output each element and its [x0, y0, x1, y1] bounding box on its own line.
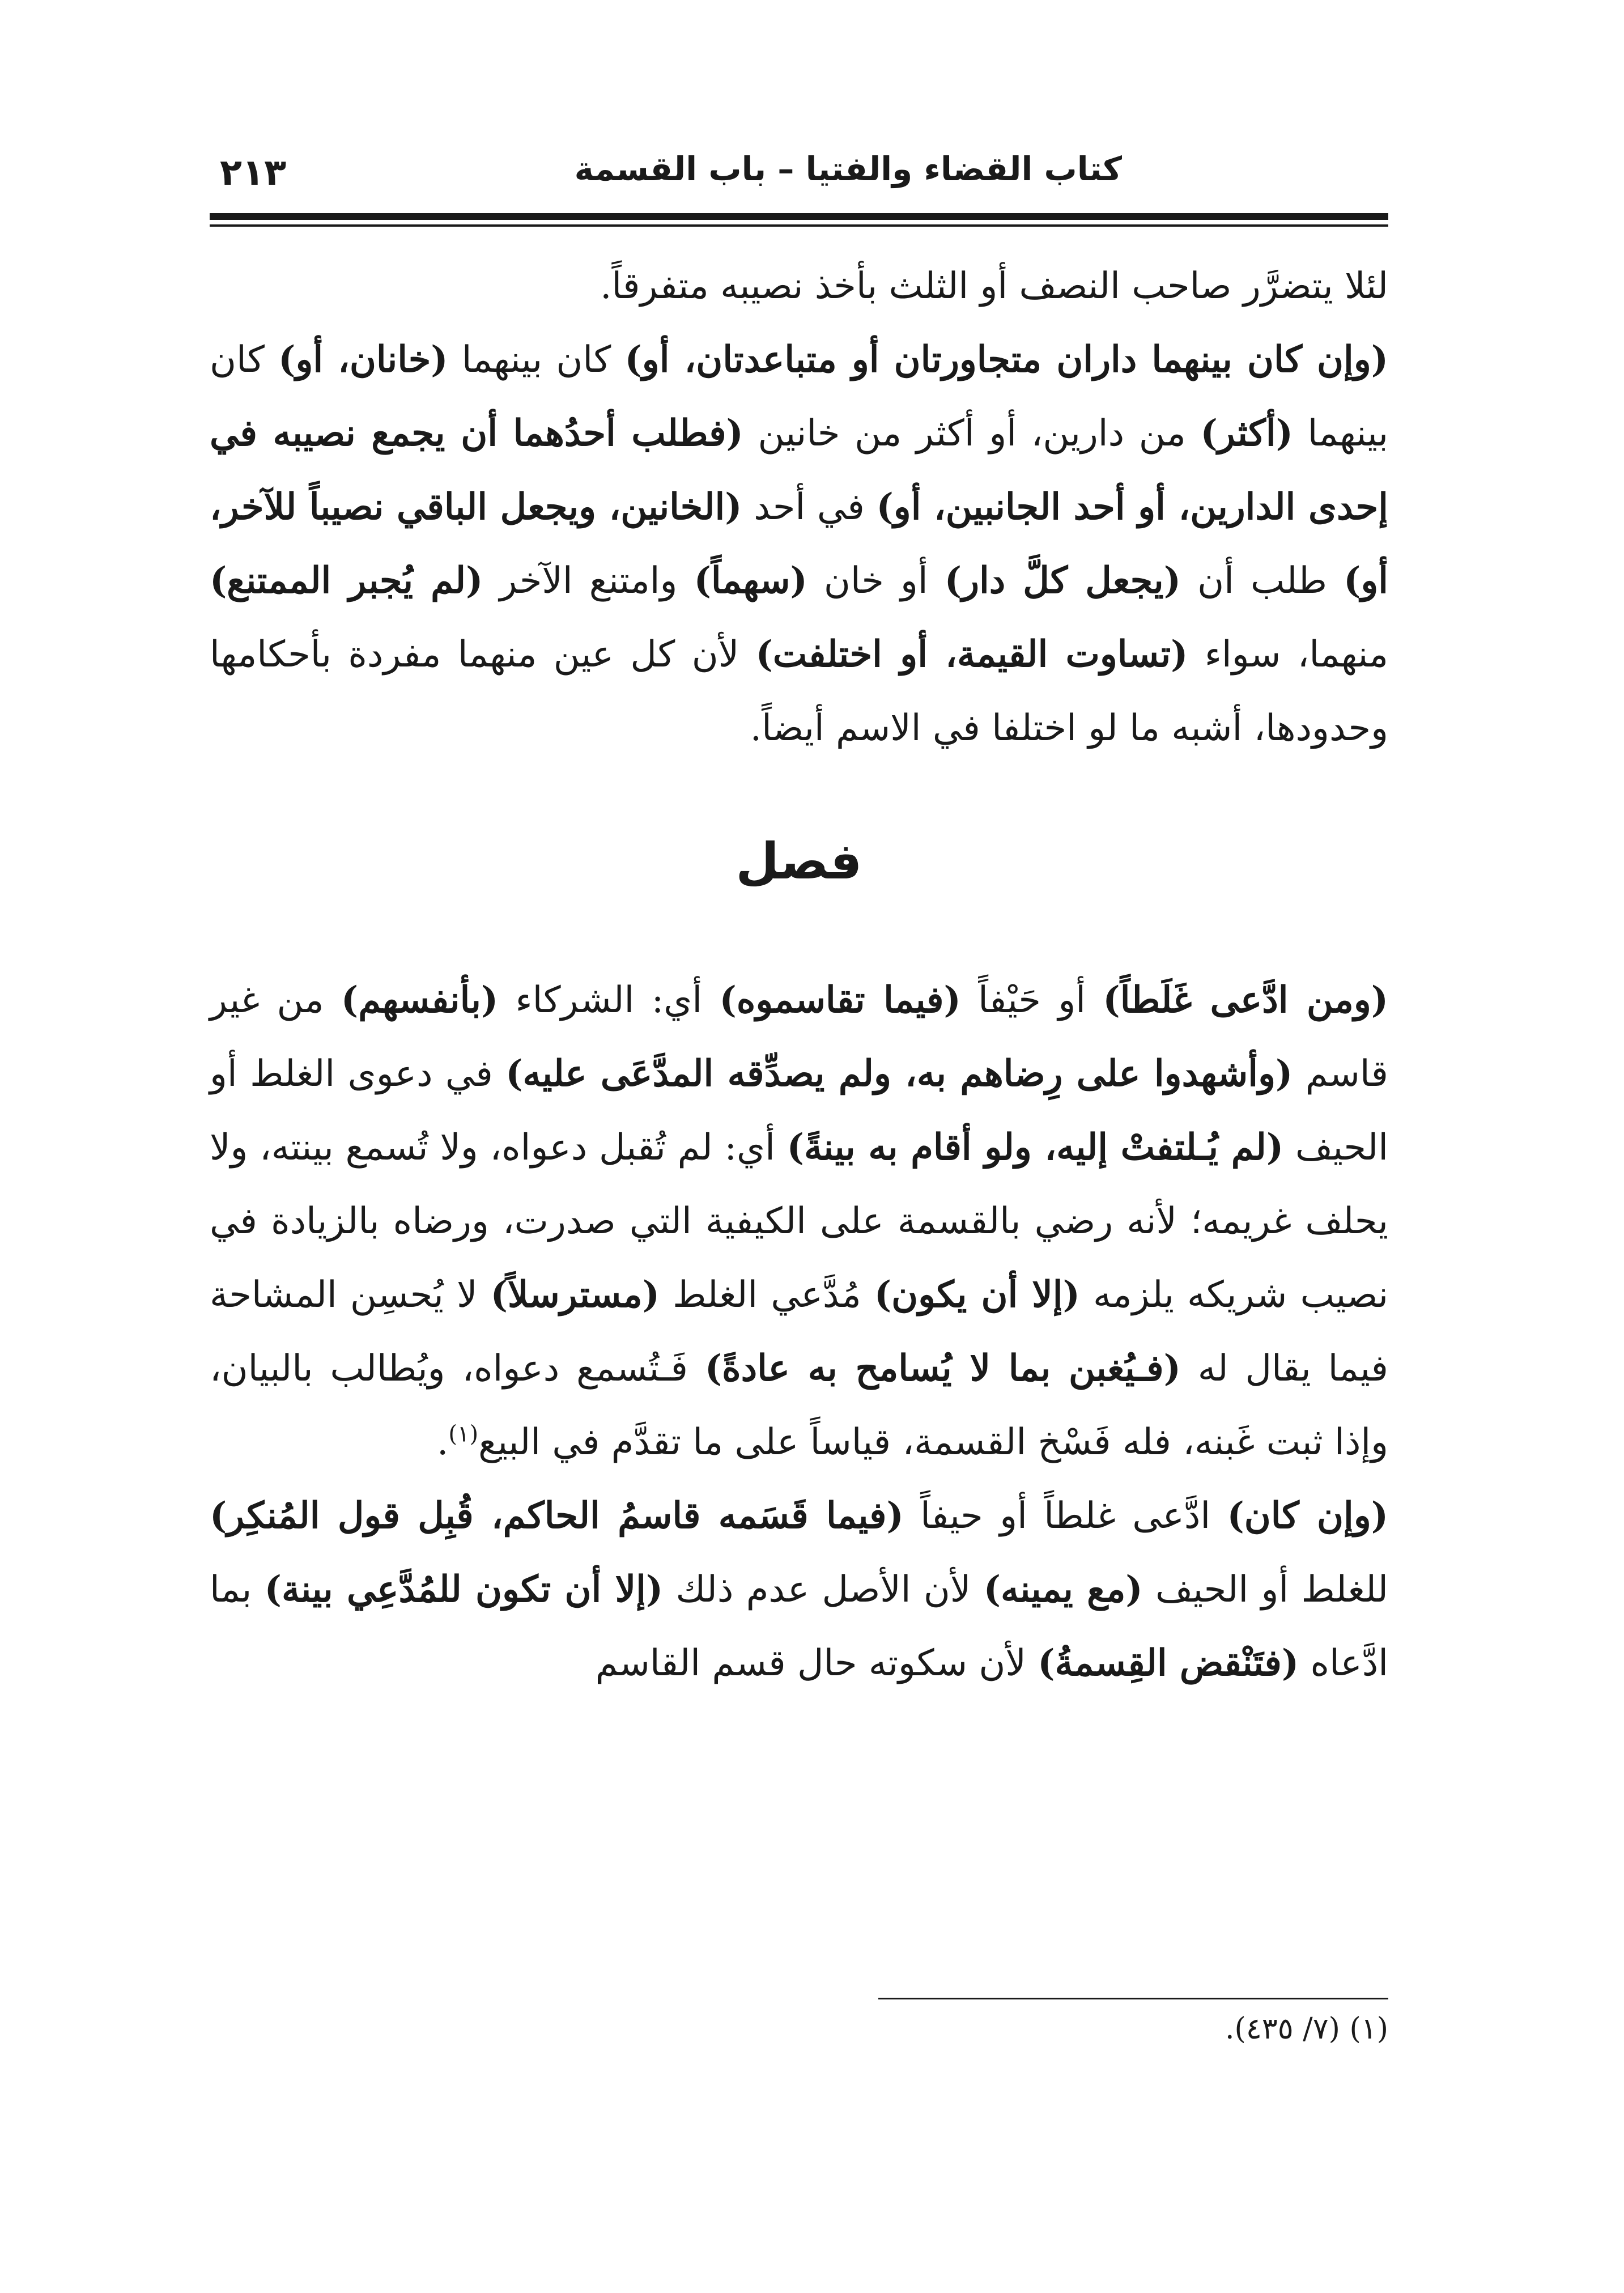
footnote: (١) (٧/ ٤٣٥).: [1225, 2012, 1388, 2046]
sharh-text: أي: لم تُقبل دعواه، ولا تُسمع بينته، ولا يحلف غريمه؛ لأنه رضي بالقسمة على الكيفية التي صدرت، ورضاه بالزيادة في نصيب شريكه يلزمه: [210, 1127, 1389, 1316]
sharh-text: أو حَيْفاً: [960, 979, 1103, 1021]
sharh-text: أي: الشركاء: [498, 979, 720, 1021]
sharh-text: كان بينهما: [210, 339, 1389, 455]
sharh-text: في دعوى الغلط أو الحيف: [210, 1053, 1389, 1169]
sharh-text: لأن سكوته حال قسم القاسم: [595, 1642, 1038, 1684]
header-title: كتاب القضاء والفتيا – باب القسمة: [574, 150, 1122, 188]
sharh-text: لأن الأصل عدم ذلك: [663, 1569, 984, 1611]
matn-text: (خانان، أو): [278, 338, 448, 381]
paragraph-2: [210, 323, 1388, 765]
paragraph-1: لئلا يتضرَّر صاحب النصف أو الثلث بأخذ نصيبه متفرقاً.: [600, 265, 1388, 307]
header-rule-thick: [210, 213, 1388, 220]
matn-text: (أكثر): [1200, 412, 1293, 455]
matn-text: (يجعل كلَّ دار): [944, 559, 1181, 602]
paragraph-4: [210, 1479, 1388, 1700]
matn-text: (وإن كان بينهما داران متجاورتان أو متباعدتان، أو): [624, 338, 1389, 381]
section-heading: فصل: [736, 832, 862, 890]
sharh-text: بما ادَّعاه: [210, 1569, 1388, 1684]
matn-text: (إلا أن يكون): [874, 1273, 1080, 1316]
sharh-text: فَـتُسمع دعواه، ويُطالب بالبيان، وإذا ثبت غَبنه، فله فَسْخ القسمة، قياساً على ما تقدَّم في البيع: [210, 1348, 1388, 1463]
sharh-text: منهما، سواء: [1188, 634, 1389, 676]
matn-text: (لم يُـلتفتْ إليه، ولو أقام به بينةً): [787, 1126, 1284, 1169]
footnote-marker: (١): [448, 1421, 479, 1447]
matn-text: (وإن كان): [1227, 1494, 1389, 1537]
matn-text: (تساوت القيمة، أو اختلفت): [755, 633, 1188, 676]
matn-text: (الخانين، ويجعل الباقي نصيباً للآخر، أو): [210, 486, 1389, 602]
matn-text: (فيما تقاسموه): [719, 979, 961, 1021]
sharh-text: من غير قاسم: [210, 979, 1389, 1095]
running-header: [210, 142, 1388, 210]
matn-text: (ومن ادَّعى غَلَطاً): [1103, 979, 1389, 1021]
sharh-text: لا يُحسِن المشاحة فيما يقال له: [210, 1274, 1389, 1390]
matn-text: (إلا أن تكون للمُدَّعِي بينة): [264, 1568, 664, 1611]
sharh-text: في أحد: [742, 486, 877, 528]
sharh-text: .: [437, 1421, 449, 1463]
footnote-separator: [878, 1998, 1388, 1999]
matn-text: (مسترسلاً): [490, 1273, 660, 1316]
sharh-text: طلب أن: [1181, 560, 1344, 602]
matn-text: (بأنفسهم): [341, 979, 499, 1021]
sharh-text: أو خان: [807, 560, 945, 602]
sharh-text: ادَّعى غلطاً أو حيفاً: [903, 1495, 1227, 1537]
paragraph-3: [210, 963, 1388, 1479]
matn-text: (فـيُغبن بما لا يُسامح به عادةً): [704, 1347, 1181, 1390]
matn-text: (وأشهدوا على رِضاهم به، ولم يصدِّقه المدَّعَى عليه): [505, 1052, 1293, 1095]
sharh-text: للغلط أو الحيف: [1142, 1569, 1389, 1611]
sharh-text: لأن كل عين منهما مفردة بأحكامها وحدودها، أشبه ما لو اختلفا في الاسم أيضاً.: [210, 634, 1388, 749]
matn-text: (فيما قَسَمه قاسمُ الحاكم، قُبِل قول المُنكِر): [210, 1494, 904, 1537]
matn-text: (سهماً): [694, 559, 807, 602]
body-text: [210, 249, 1388, 1700]
matn-text: (مع يمينه): [983, 1568, 1143, 1611]
matn-text: (فطلب أحدُهما أن يجمع نصيبه في إحدى الدارين، أو أحد الجانبين، أو): [210, 412, 1389, 528]
sharh-text: من دارين، أو أكثر من خانين: [743, 413, 1201, 455]
header-rule-thin: [210, 224, 1388, 227]
sharh-text: مُدَّعي الغلط: [659, 1274, 874, 1316]
sharh-text: كان بينهما: [448, 339, 625, 381]
sharh-text: وامتنع الآخر: [483, 560, 694, 602]
matn-text: (فتَنْقض القِسمةُ): [1038, 1642, 1299, 1684]
book-page: [210, 142, 1388, 2239]
matn-text: (لم يُجبر الممتنع): [210, 559, 483, 602]
page-number: ٢١٣: [220, 152, 287, 194]
